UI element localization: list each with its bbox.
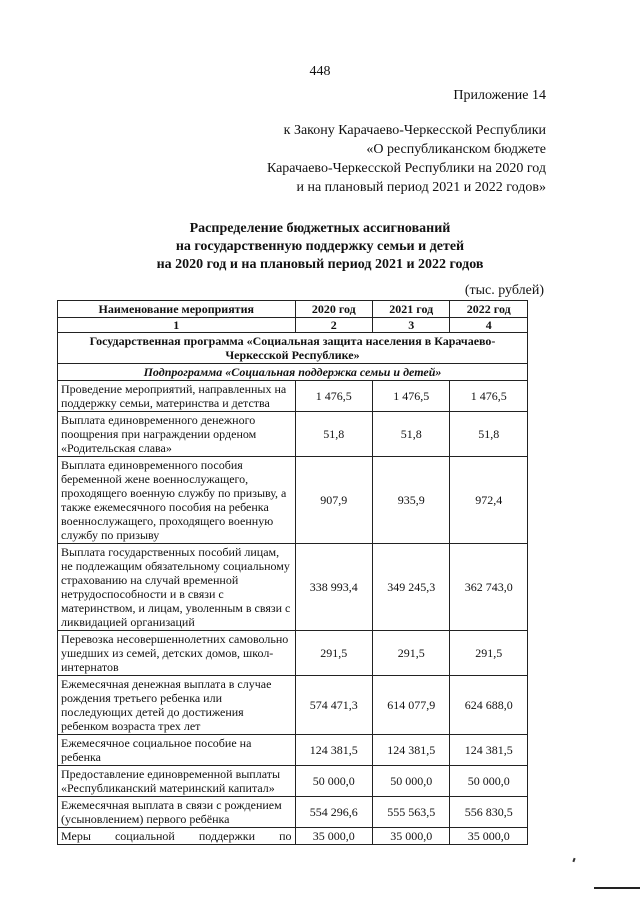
value-2022-cell: 50 000,0 xyxy=(450,766,528,797)
value-2022-cell: 624 688,0 xyxy=(450,676,528,735)
value-2021-cell: 50 000,0 xyxy=(373,766,450,797)
units-label: (тыс. рублей) xyxy=(464,283,544,298)
page-number: 448 xyxy=(309,64,331,79)
value-2022-cell: 1 476,5 xyxy=(450,381,528,412)
column-number-row xyxy=(58,318,528,333)
row-name-cell: Ежемесячная выплата в связи с рождением (усыновлением) первого ребёнка xyxy=(58,797,296,828)
row-name-cell: Предоставление единовременной выплаты «Республиканский материнский капитал» xyxy=(58,766,296,797)
value-2021-cell: 51,8 xyxy=(373,412,450,457)
header-name: Наименование мероприятия xyxy=(58,301,296,318)
row-name-cell: Выплата единовременного пособия беременной жене военнослужащего, проходящего военную службу по призыву, а также ежемесячного пособия на ребенка военнослужащего, проходящего военную службу по призыву xyxy=(58,457,296,544)
law-reference-line: и на плановый период 2021 и 2022 годов» xyxy=(296,180,546,195)
value-2021-cell: 935,9 xyxy=(373,457,450,544)
value-2021-cell: 35 000,0 xyxy=(373,828,450,845)
document-title xyxy=(0,220,640,274)
value-2020-cell: 51,8 xyxy=(295,412,372,457)
value-2022-cell: 556 830,5 xyxy=(450,797,528,828)
value-2022-cell: 291,5 xyxy=(450,631,528,676)
title-line: на 2020 год и на плановый период 2021 и 2022 годов xyxy=(156,257,484,272)
row-name-cell: Выплата государственных пособий лицам, не подлежащим обязательному социальному страхованию на случай временной нетрудоспособности и в связи с материнством, и лицам, уволенным в связи с ликвидацией организаций xyxy=(58,544,296,631)
column-number: 4 xyxy=(450,318,528,333)
row-name-cell: Перевозка несовершеннолетних самовольно ушедших из семей, детских домов, школ-интернатов xyxy=(58,631,296,676)
value-2020-cell: 35 000,0 xyxy=(295,828,372,845)
value-2022-cell: 362 743,0 xyxy=(450,544,528,631)
table-row xyxy=(58,631,528,676)
header-2020: 2020 год xyxy=(295,301,372,318)
column-number: 2 xyxy=(295,318,372,333)
table-row xyxy=(58,828,528,845)
value-2020-cell: 1 476,5 xyxy=(295,381,372,412)
law-reference-line: Карачаево-Черкесской Республики на 2020 год xyxy=(266,161,546,176)
value-2020-cell: 574 471,3 xyxy=(295,676,372,735)
program-row xyxy=(58,333,528,364)
value-2022-cell: 124 381,5 xyxy=(450,735,528,766)
value-2020-cell: 291,5 xyxy=(295,631,372,676)
row-name-cell: Меры социальной поддержки по xyxy=(58,828,296,845)
value-2022-cell: 972,4 xyxy=(450,457,528,544)
law-reference xyxy=(267,121,546,197)
appendix-label: Приложение 14 xyxy=(453,88,546,103)
scan-edge-line xyxy=(594,887,640,889)
value-2020-cell: 124 381,5 xyxy=(295,735,372,766)
program-title: Государственная программа «Социальная защита населения в Карачаево-Черкесской Республике» xyxy=(58,333,528,364)
row-name-cell: Проведение мероприятий, направленных на поддержку семьи, материнства и детства xyxy=(58,381,296,412)
law-reference-line: к Закону Карачаево-Черкесской Республики xyxy=(283,123,546,138)
value-2022-cell: 51,8 xyxy=(450,412,528,457)
title-line: на государственную поддержку семьи и детей xyxy=(175,239,465,254)
scan-mark xyxy=(572,858,575,862)
value-2020-cell: 907,9 xyxy=(295,457,372,544)
header-2022: 2022 год xyxy=(450,301,528,318)
budget-table xyxy=(57,300,528,845)
row-name-cell: Ежемесячная денежная выплата в случае рождения третьего ребенка или последующих детей до достижения ребенком возраста трех лет xyxy=(58,676,296,735)
column-number: 3 xyxy=(373,318,450,333)
table-row xyxy=(58,797,528,828)
table-row xyxy=(58,735,528,766)
value-2021-cell: 124 381,5 xyxy=(373,735,450,766)
subprogram-title: Подпрограмма «Социальная поддержка семьи и детей» xyxy=(58,364,528,381)
table-row xyxy=(58,544,528,631)
title-line: Распределение бюджетных ассигнований xyxy=(189,221,451,236)
subprogram-row xyxy=(58,364,528,381)
table-row xyxy=(58,412,528,457)
table-header-row xyxy=(58,301,528,318)
value-2020-cell: 50 000,0 xyxy=(295,766,372,797)
row-name-cell: Ежемесячное социальное пособие на ребенка xyxy=(58,735,296,766)
value-2021-cell: 614 077,9 xyxy=(373,676,450,735)
value-2020-cell: 338 993,4 xyxy=(295,544,372,631)
value-2021-cell: 555 563,5 xyxy=(373,797,450,828)
value-2021-cell: 291,5 xyxy=(373,631,450,676)
value-2020-cell: 554 296,6 xyxy=(295,797,372,828)
column-number: 1 xyxy=(58,318,296,333)
row-name-cell: Выплата единовременного денежного поощрения при награждении орденом «Родительская слава» xyxy=(58,412,296,457)
table-row xyxy=(58,676,528,735)
table-row xyxy=(58,381,528,412)
value-2022-cell: 35 000,0 xyxy=(450,828,528,845)
table-row xyxy=(58,766,528,797)
table-row xyxy=(58,457,528,544)
law-reference-line: «О республиканском бюджете xyxy=(366,142,546,157)
value-2021-cell: 1 476,5 xyxy=(373,381,450,412)
header-2021: 2021 год xyxy=(373,301,450,318)
value-2021-cell: 349 245,3 xyxy=(373,544,450,631)
